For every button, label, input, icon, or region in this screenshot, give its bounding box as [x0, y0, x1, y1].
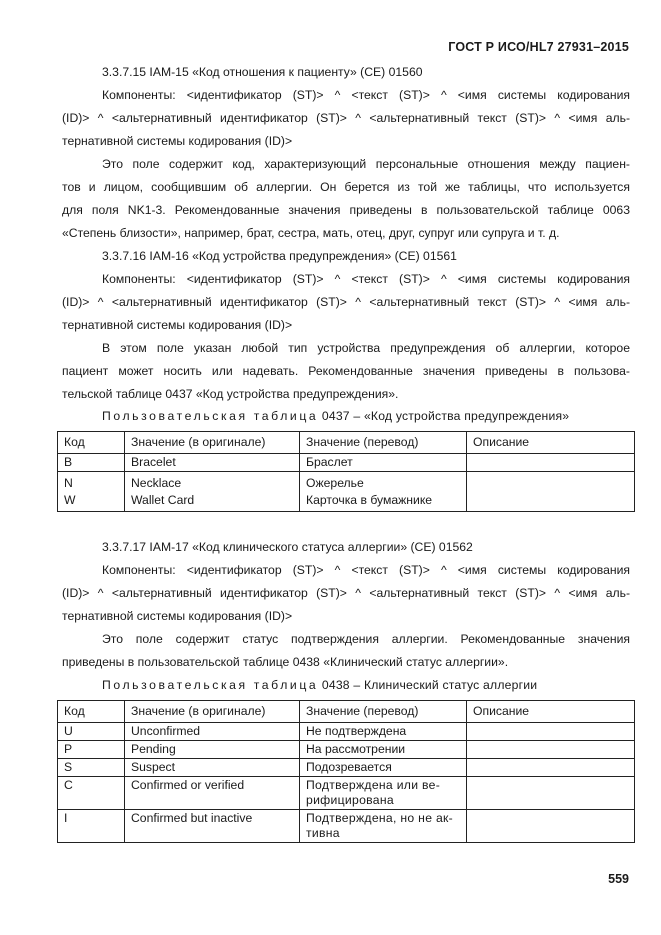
code-cell: U	[58, 723, 125, 741]
section-15-description-line-3: для поля NK1-3. Рекомендованные значения приведены в пользовательской таблице 0063	[62, 203, 630, 217]
code-cell: P	[58, 741, 125, 759]
table-row	[58, 810, 635, 843]
section-15-description-line-2: тов и лицом, сообщившим об аллергии. Он берется из той же таблицы, что используется	[62, 180, 630, 194]
section-16-description-line-1: В этом поле указан любой тип устройства предупреждения об аллергии, которое	[102, 341, 630, 355]
section-15-components-line-3: тернативной системы кодирования (ID)>	[62, 134, 293, 148]
section-15-description-line-4: «Степень близости», например, брат, сестра, мать, отец, друг, супруг или супруга и т. д.	[62, 226, 560, 240]
original-value-cell: Suspect	[125, 759, 300, 777]
table-0438	[57, 700, 635, 843]
table-0437-caption	[102, 409, 569, 423]
column-header-code: Код	[58, 701, 125, 723]
translation-cell: Ожерелье	[300, 472, 467, 493]
section-17-components-line-1: Компоненты: <идентификатор (ST)> ^ <текст (ST)> ^ <имя системы кодирования	[102, 563, 630, 577]
section-15-heading: 3.3.7.15 IAM-15 «Код отношения к пациенту» (CE) 01560	[102, 65, 423, 79]
code-cell: N	[58, 472, 125, 493]
table-0437-caption-title: 0437 – «Код устройства предупреждения»	[321, 409, 570, 423]
column-header-original: Значение (в оригинале)	[125, 701, 300, 723]
table-row	[58, 741, 635, 759]
table-row	[58, 492, 635, 512]
column-header-translation: Значение (перевод)	[300, 701, 467, 723]
column-header-code: Код	[58, 432, 125, 454]
original-value-cell: Necklace	[125, 472, 300, 493]
description-cell	[467, 472, 635, 493]
code-cell: I	[58, 810, 125, 843]
code-cell: S	[58, 759, 125, 777]
table-0438-caption-label: Пользовательская таблица	[102, 678, 319, 692]
table-row	[58, 759, 635, 777]
section-17-description-line-2: приведены в пользовательской таблице 0438 «Клинический статус аллергии».	[62, 655, 509, 669]
table-row	[58, 723, 635, 741]
table-0438-caption-title: 0438 – Клинический статус аллергии	[321, 678, 538, 692]
table-row	[58, 454, 635, 472]
table-0437	[57, 431, 635, 512]
translation-cell: На рассмотрении	[300, 741, 467, 759]
page-number: 559	[608, 872, 629, 886]
column-header-description: Описание	[467, 701, 635, 723]
column-header-original: Значение (в оригинале)	[125, 432, 300, 454]
original-value-cell: Pending	[125, 741, 300, 759]
section-17-components-line-2: (ID)> ^ <альтернативный идентификатор (ST)> ^ <альтернативный текст (ST)> ^ <имя аль-	[62, 586, 630, 600]
description-cell	[467, 741, 635, 759]
description-cell	[467, 759, 635, 777]
translation-cell: Подтверждена или ве-рифицирована	[300, 777, 467, 810]
description-cell	[467, 492, 635, 512]
original-value-cell: Bracelet	[125, 454, 300, 472]
table-row	[58, 777, 635, 810]
column-header-description: Описание	[467, 432, 635, 454]
section-15-description-line-1: Это поле содержит код, характеризующий персональные отношения между пациен-	[102, 157, 630, 171]
section-17-description-line-1: Это поле содержит статус подтверждения аллергии. Рекомендованные значения	[102, 632, 630, 646]
translation-cell: Не подтверждена	[300, 723, 467, 741]
original-value-cell: Wallet Card	[125, 492, 300, 512]
translation-cell: Подтверждена, но не ак-тивна	[300, 810, 467, 843]
section-16-components-line-3: тернативной системы кодирования (ID)>	[62, 318, 293, 332]
section-16-components-line-1: Компоненты: <идентификатор (ST)> ^ <текст (ST)> ^ <имя системы кодирования	[102, 272, 630, 286]
section-16-description-line-3: тельской таблице 0437 «Код устройства предупреждения».	[62, 387, 399, 401]
original-value-cell: Confirmed but inactive	[125, 810, 300, 843]
section-16-description-line-2: пациент может носить или надевать. Рекомендованные значения приведены в пользова-	[62, 364, 630, 378]
description-cell	[467, 777, 635, 810]
original-value-cell: Confirmed or verified	[125, 777, 300, 810]
section-16-heading: 3.3.7.16 IAM-16 «Код устройства предупреждения» (CE) 01561	[102, 249, 457, 263]
table-0437-caption-label: Пользовательская таблица	[102, 409, 319, 423]
table-header-row	[58, 432, 635, 454]
description-cell	[467, 810, 635, 843]
translation-cell: Подозревается	[300, 759, 467, 777]
column-header-translation: Значение (перевод)	[300, 432, 467, 454]
original-value-cell: Unconfirmed	[125, 723, 300, 741]
code-cell: W	[58, 492, 125, 512]
translation-cell: Карточка в бумажнике	[300, 492, 467, 512]
section-15-components-line-2: (ID)> ^ <альтернативный идентификатор (ST)> ^ <альтернативный текст (ST)> ^ <имя аль-	[62, 111, 630, 125]
section-17-heading: 3.3.7.17 IAM-17 «Код клинического статуса аллергии» (CE) 01562	[102, 540, 473, 554]
table-0438-caption	[102, 678, 537, 692]
description-cell	[467, 723, 635, 741]
section-16-components-line-2: (ID)> ^ <альтернативный идентификатор (ST)> ^ <альтернативный текст (ST)> ^ <имя аль-	[62, 295, 630, 309]
description-cell	[467, 454, 635, 472]
section-15-components-line-1: Компоненты: <идентификатор (ST)> ^ <текст (ST)> ^ <имя системы кодирования	[102, 88, 630, 102]
code-cell: B	[58, 454, 125, 472]
table-header-row	[58, 701, 635, 723]
table-row	[58, 472, 635, 493]
translation-cell: Браслет	[300, 454, 467, 472]
code-cell: C	[58, 777, 125, 810]
document-header: ГОСТ Р ИСО/HL7 27931–2015	[448, 40, 629, 54]
section-17-components-line-3: тернативной системы кодирования (ID)>	[62, 609, 293, 623]
